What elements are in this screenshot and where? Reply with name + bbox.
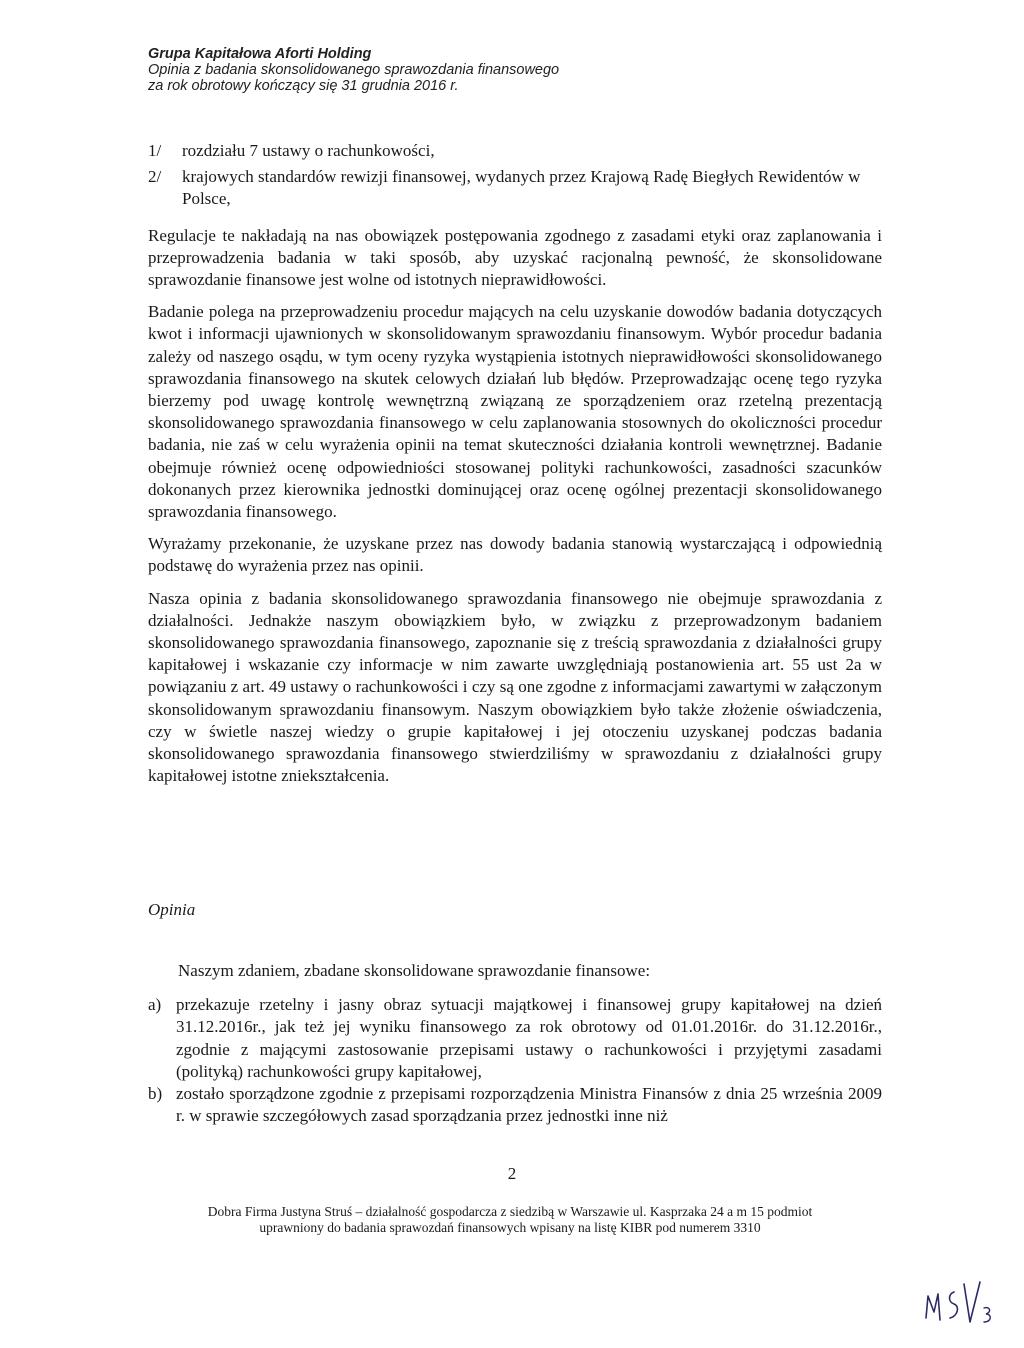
opinion-item-text: przekazuje rzetelny i jasny obraz sytuacji majątkowej i finansowej grupy kapitałowej na dzień 31.12.2016r., jak też jej wyniku finansowego za rok obrotowy od 01.01.2016r. do 31.12.2016r., zgodnie z mającymi zastosowanie przepisami ustawy o rachunkowości i przyjętymi zasadami (polityką) rachunkowości grupy kapitałowej, — [176, 995, 882, 1081]
paragraph-ethics: Regulacje te nakładają na nas obowiązek postępowania zgodnego z zasadami etyki oraz zaplanowania i przeprowadzenia badania w taki sposób, aby uzyskać racjonalną pewność, że skonsolidowane sprawozdanie finansowe jest wolne od istotnych nieprawidłowości. — [148, 225, 882, 290]
header-period: za rok obrotowy kończący się 31 grudnia 2016 r. — [148, 78, 459, 94]
list-text: rozdziału 7 ustawy o rachunkowości, — [182, 141, 435, 160]
list-number: 2/ — [148, 167, 162, 187]
list-number: 1/ — [148, 141, 162, 160]
list-item — [148, 166, 882, 210]
header-company-name: Grupa Kapitałowa Aforti Holding — [148, 46, 372, 62]
handwritten-initials — [920, 1278, 1000, 1328]
document-header — [148, 46, 559, 94]
section-title-opinion: Opinia — [148, 900, 196, 919]
opinion-item-letter: b) — [148, 1084, 163, 1104]
footer-line-1: Dobra Firma Justyna Struś – działalność gospodarcza z siedzibą w Warszawie ul. Kasprzaka 24 a m 15 podmiot — [207, 1204, 813, 1219]
document-body — [148, 140, 882, 787]
header-document-title: Opinia z badania skonsolidowanego sprawozdania finansowego — [148, 62, 560, 78]
opinion-item-text: zostało sporządzone zgodnie z przepisami rozporządzenia Ministra Finansów z dnia 25 września 2009 r. w sprawie szczegółowych zasad sporządzania przez jednostki inne niż — [176, 1084, 882, 1126]
opinion-intro: Naszym zdaniem, zbadane skonsolidowane sprawozdanie finansowe: — [178, 961, 651, 980]
opinion-section — [148, 960, 882, 1127]
paragraph-activity-report: Nasza opinia z badania skonsolidowanego sprawozdania finansowego nie obejmuje sprawozdania z działalności. Jednakże naszym obowiązkiem było, w związku z przeprowadzonym badaniem skonsolidowanego sprawozdania finansowego, zapoznanie się z treścią sprawozdania z działalności grupy kapitałowej i wskazanie czy informacje w nim zawarte uwzględniają postanowienia art. 55 ust 2a w powiązaniu z art. 49 ustawy o rachunkowości i czy są one zgodne z informacjami zawartymi w załączonym skonsolidowanym sprawozdaniu finansowym. Naszym obowiązkiem było także złożenie oświadczenia, czy w świetle naszej wiedzy o grupie kapitałowej i jej otoczeniu uzyskanej podczas badania skonsolidowanego sprawozdania finansowego stwierdziliśmy w sprawozdaniu z działalności grupy kapitałowej istotne zniekształcenia. — [148, 588, 882, 786]
paragraph-procedures: Badanie polega na przeprowadzeniu procedur mających na celu uzyskanie dowodów badania dotyczących kwot i informacji ujawnionych w skonsolidowanym sprawozdaniu finansowym. Wybór procedur badania zależy od naszego osądu, w tym oceny ryzyka wystąpienia istotnych nieprawidłowości skonsolidowanego sprawozdania finansowego na skutek celowych działań lub błędów. Przeprowadzając ocenę tego ryzyka bierzemy pod uwagę kontrolę wewnętrzną związaną ze sporządzeniem oraz rzetelną prezentacją skonsolidowanego sprawozdania finansowego w celu zaplanowania stosownych do okoliczności procedur badania, nie zaś w celu wyrażenia opinii na temat skuteczności działania kontroli wewnętrznej. Badanie obejmuje również ocenę odpowiedniości stosowanej polityki rachunkowości, zasadności szacunków dokonanych przez kierownika jednostki dominującej oraz ocenę ogólnej prezentacji skonsolidowanego sprawozdania finansowego. — [148, 302, 882, 522]
page-number: 2 — [507, 1164, 517, 1183]
list-item — [148, 140, 882, 162]
list-text: krajowych standardów rewizji finansowej, wydanych przez Krajową Radę Biegłych Rewidentów w Polsce, — [182, 167, 861, 209]
opinion-item-letter: a) — [148, 995, 162, 1015]
opinion-item — [148, 994, 882, 1083]
footer-line-2: uprawniony do badania sprawozdań finansowych wpisany na listę KIBR pod numerem 3310 — [259, 1220, 761, 1235]
opinion-item — [148, 1083, 882, 1127]
document-footer — [150, 1204, 870, 1236]
paragraph-evidence: Wyrażamy przekonanie, że uzyskane przez nas dowody badania stanowią wystarczającą i odpowiednią podstawę do wyrażenia przez nas opinii. — [148, 534, 882, 576]
